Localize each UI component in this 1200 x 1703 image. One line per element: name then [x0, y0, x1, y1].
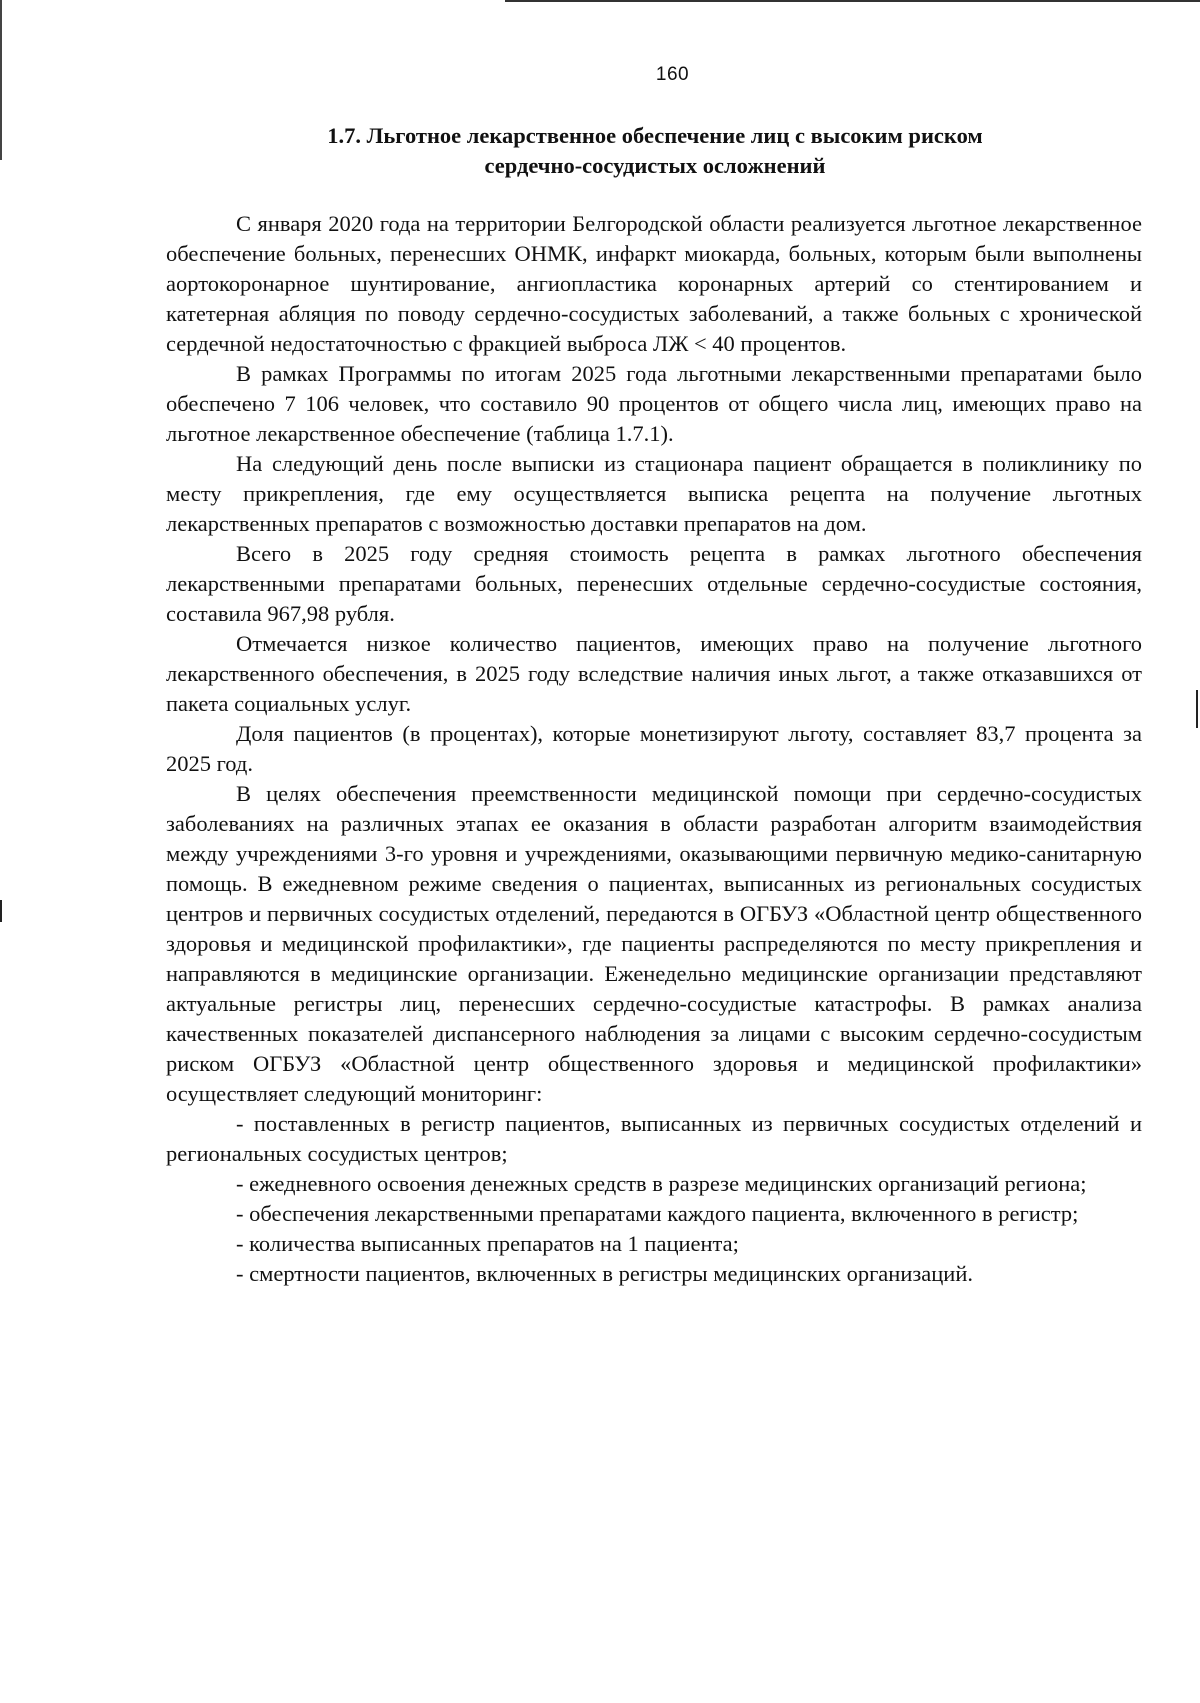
page-number: 160 [655, 64, 690, 85]
list-item-registry-patients: - поставленных в регистр пациентов, выписанных из первичных сосудистых отделений и региональных сосудистых центров; [166, 1111, 1142, 1166]
paragraph-intro: С января 2020 года на территории Белгородской области реализуется льготное лекарственное обеспечение больных, перенесших ОНМК, инфаркт миокарда, больных, которым были выполнены аортокоронарное шунтирование, ангиопластика коронарных артерий со стентированием и катетерная абляция по поводу сердечно-сосудистых заболеваний, а также больных с хронической сердечной недостаточностью с фракцией выброса ЛЖ < 40 процентов. [166, 211, 1142, 356]
paragraph-monetization-share: Доля пациентов (в процентах), которые монетизируют льготу, составляет 83,7 процента за 2025 год. [166, 721, 1142, 776]
paragraph-program-results: В рамках Программы по итогам 2025 года льготными лекарственными препаратами было обеспечено 7 106 человек, что составило 90 процентов от общего числа лиц, имеющих право на льготное лекарственное обеспечение (таблица 1.7.1). [166, 361, 1142, 446]
body-text [166, 209, 1142, 1289]
paragraph-continuity-algorithm: В целях обеспечения преемственности медицинской помощи при сердечно-сосудистых заболеваниях на различных этапах ее оказания в области разработан алгоритм взаимодействия между учреждениями 3-го уровня и учреждениями, оказывающими первичную медико-санитарную помощь. В ежедневном режиме сведения о пациентах, выписанных из региональных сосудистых центров и первичных сосудистых отделений, передаются в ОГБУЗ «Областной центр общественного здоровья и медицинской профилактики», где пациенты распределяются по месту прикрепления и направляются в медицинские организации. Еженедельно медицинские организации представляют актуальные регистры лиц, перенесших сердечно-сосудистые катастрофы. В рамках анализа качественных показателей диспансерного наблюдения за лицами с высоким сердечно-сосудистым риском ОГБУЗ «Областной центр общественного здоровья и медицинской профилактики» осуществляет следующий мониторинг: [166, 781, 1142, 1106]
section-title [160, 121, 1150, 181]
paragraph-discharge-procedure: На следующий день после выписки из стационара пациент обращается в поликлинику по месту прикрепления, где ему осуществляется выписка рецепта на получение льготных лекарственных препаратов с возможностью доставки препаратов на дом. [166, 451, 1142, 536]
list-item-prescriptions-count: - количества выписанных препаратов на 1 пациента; [236, 1231, 739, 1256]
scan-edge-top [505, 0, 1200, 2]
list-item-mortality: - смертности пациентов, включенных в регистры медицинских организаций. [236, 1261, 973, 1286]
list-item-daily-funds: - ежедневного освоения денежных средств в разрезе медицинских организаций региона; [236, 1171, 1087, 1196]
list-item-drug-supply: - обеспечения лекарственными препаратами каждого пациента, включенного в регистр; [236, 1201, 1079, 1226]
section-title-line-2: сердечно-сосудистых осложнений [484, 153, 826, 178]
scan-mark-right [1196, 690, 1198, 728]
section-title-line-1: 1.7. Льготное лекарственное обеспечение лиц с высоким риском [327, 123, 983, 148]
paragraph-prescription-cost: Всего в 2025 году средняя стоимость рецепта в рамках льготного обеспечения лекарственными препаратами больных, перенесших отдельные сердечно-сосудистые состояния, составила 967,98 рубля. [166, 541, 1142, 626]
paragraph-low-count: Отмечается низкое количество пациентов, имеющих право на получение льготного лекарственного обеспечения, в 2025 году вследствие наличия иных льгот, а также отказавшихся от пакета социальных услуг. [166, 631, 1142, 716]
scan-mark-left [0, 900, 2, 922]
